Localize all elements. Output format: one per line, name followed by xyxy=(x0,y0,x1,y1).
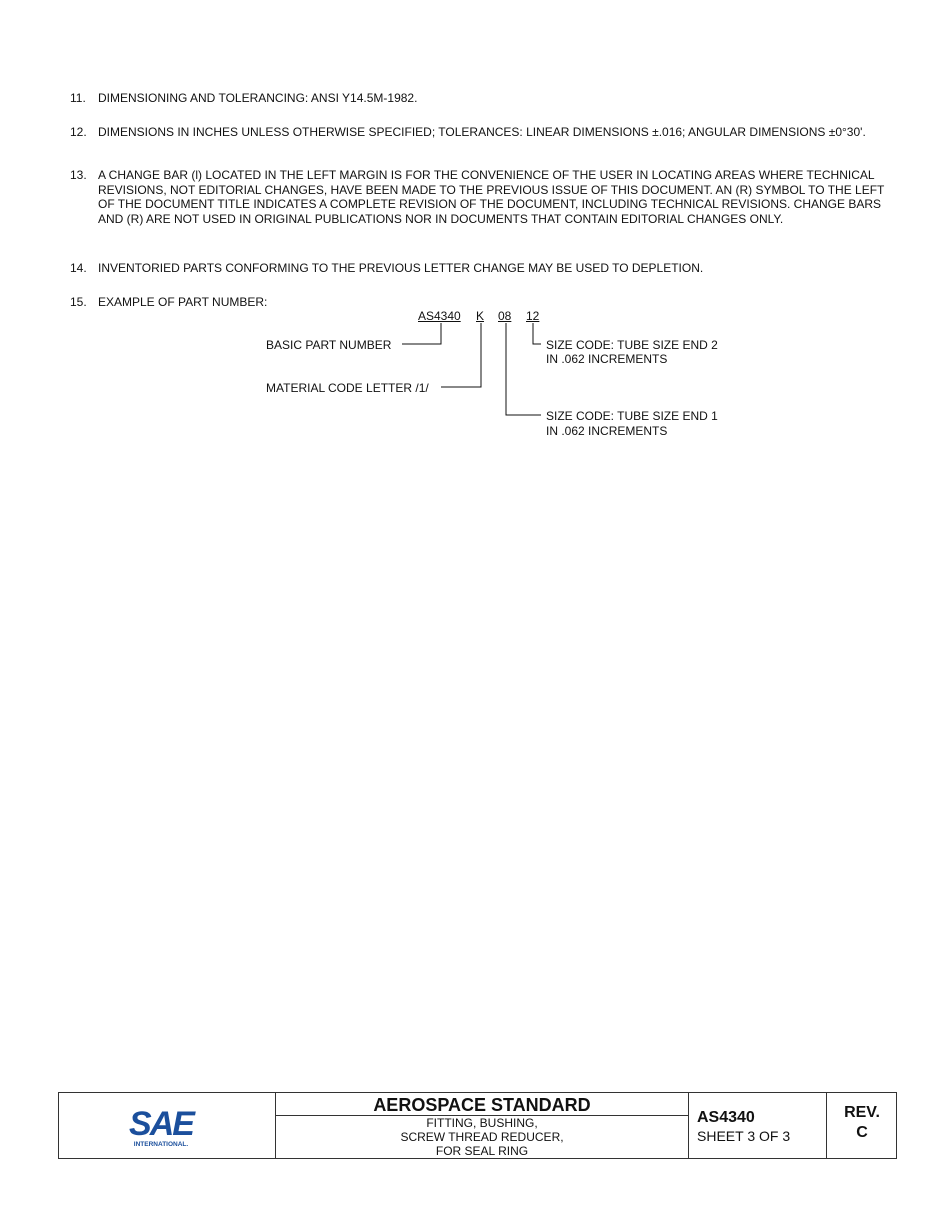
sae-logo-subtext: INTERNATIONAL. xyxy=(133,1141,189,1148)
note-text: DIMENSIONS IN INCHES UNLESS OTHERWISE SPECIFIED; TOLERANCES: LINEAR DIMENSIONS ±.016; ANGULAR DIMENSIONS ±0°30'. xyxy=(98,125,866,139)
label-end2-line2: IN .062 INCREMENTS xyxy=(546,352,668,366)
description-line: SCREW THREAD REDUCER, xyxy=(400,1130,564,1144)
revision-label: REV. xyxy=(844,1104,880,1121)
label-end1-line1: SIZE CODE: TUBE SIZE END 1 xyxy=(546,409,718,423)
sae-logo xyxy=(59,1093,275,1158)
note-number: 15. xyxy=(70,295,87,309)
document-number: AS4340 xyxy=(697,1109,755,1126)
label-end2-line1: SIZE CODE: TUBE SIZE END 2 xyxy=(546,338,718,352)
part-size-end1: 08 xyxy=(498,309,512,323)
revision xyxy=(827,1103,897,1143)
revision-value: C xyxy=(856,1124,868,1141)
note-text: A CHANGE BAR (l) LOCATED IN THE LEFT MARGIN IS FOR THE CONVENIENCE OF THE USER IN LOCATING AREAS WHERE TECHNICAL REVISIONS, NOT EDITORIAL CHANGES, HAVE BEEN MADE TO THE PREVIOUS ISSUE OF THIS DOCUMENT. AN (R) SYMBOL TO THE LEFT OF THE DOCUMENT TITLE INDICATES A COMPLETE REVISION OF THE DOCUMENT, INCLUDING TECHNICAL REVISIONS. CHANGE BARS AND (R) ARE NOT USED IN ORIGINAL PUBLICATIONS NOR IN DOCUMENTS THAT CONTAIN EDITORIAL CHANGES ONLY. xyxy=(98,168,885,226)
part-material-code: K xyxy=(476,309,485,323)
part-basic-number: AS4340 xyxy=(418,309,461,323)
standard-title: AEROSPACE STANDARD xyxy=(276,1093,688,1116)
sae-logo-mark: SAE xyxy=(129,1105,193,1143)
note-number: 11. xyxy=(70,91,86,105)
note-text: INVENTORIED PARTS CONFORMING TO THE PREVIOUS LETTER CHANGE MAY BE USED TO DEPLETION. xyxy=(98,261,704,275)
title-block xyxy=(58,1092,897,1159)
note-number: 14. xyxy=(70,261,87,275)
label-material-code: MATERIAL CODE LETTER /1/ xyxy=(266,381,429,395)
part-size-end2: 12 xyxy=(526,309,540,323)
sheet-number: SHEET 3 OF 3 xyxy=(697,1128,791,1144)
leader-material xyxy=(441,323,481,387)
part-number-leader-lines xyxy=(0,0,950,460)
leader-end1 xyxy=(506,323,541,415)
note-number: 13. xyxy=(70,168,87,182)
description-line: FITTING, BUSHING, xyxy=(426,1116,538,1130)
leader-basic xyxy=(402,323,441,344)
label-end1-line2: IN .062 INCREMENTS xyxy=(546,424,668,438)
note-text: DIMENSIONING AND TOLERANCING: ANSI Y14.5M-1982. xyxy=(98,91,418,105)
note-number: 12. xyxy=(70,125,87,139)
document-description xyxy=(276,1116,688,1158)
label-basic-part-number: BASIC PART NUMBER xyxy=(266,338,392,352)
note-text: EXAMPLE OF PART NUMBER: xyxy=(98,295,268,309)
leader-end2 xyxy=(533,323,541,344)
description-line: FOR SEAL RING xyxy=(435,1144,529,1158)
